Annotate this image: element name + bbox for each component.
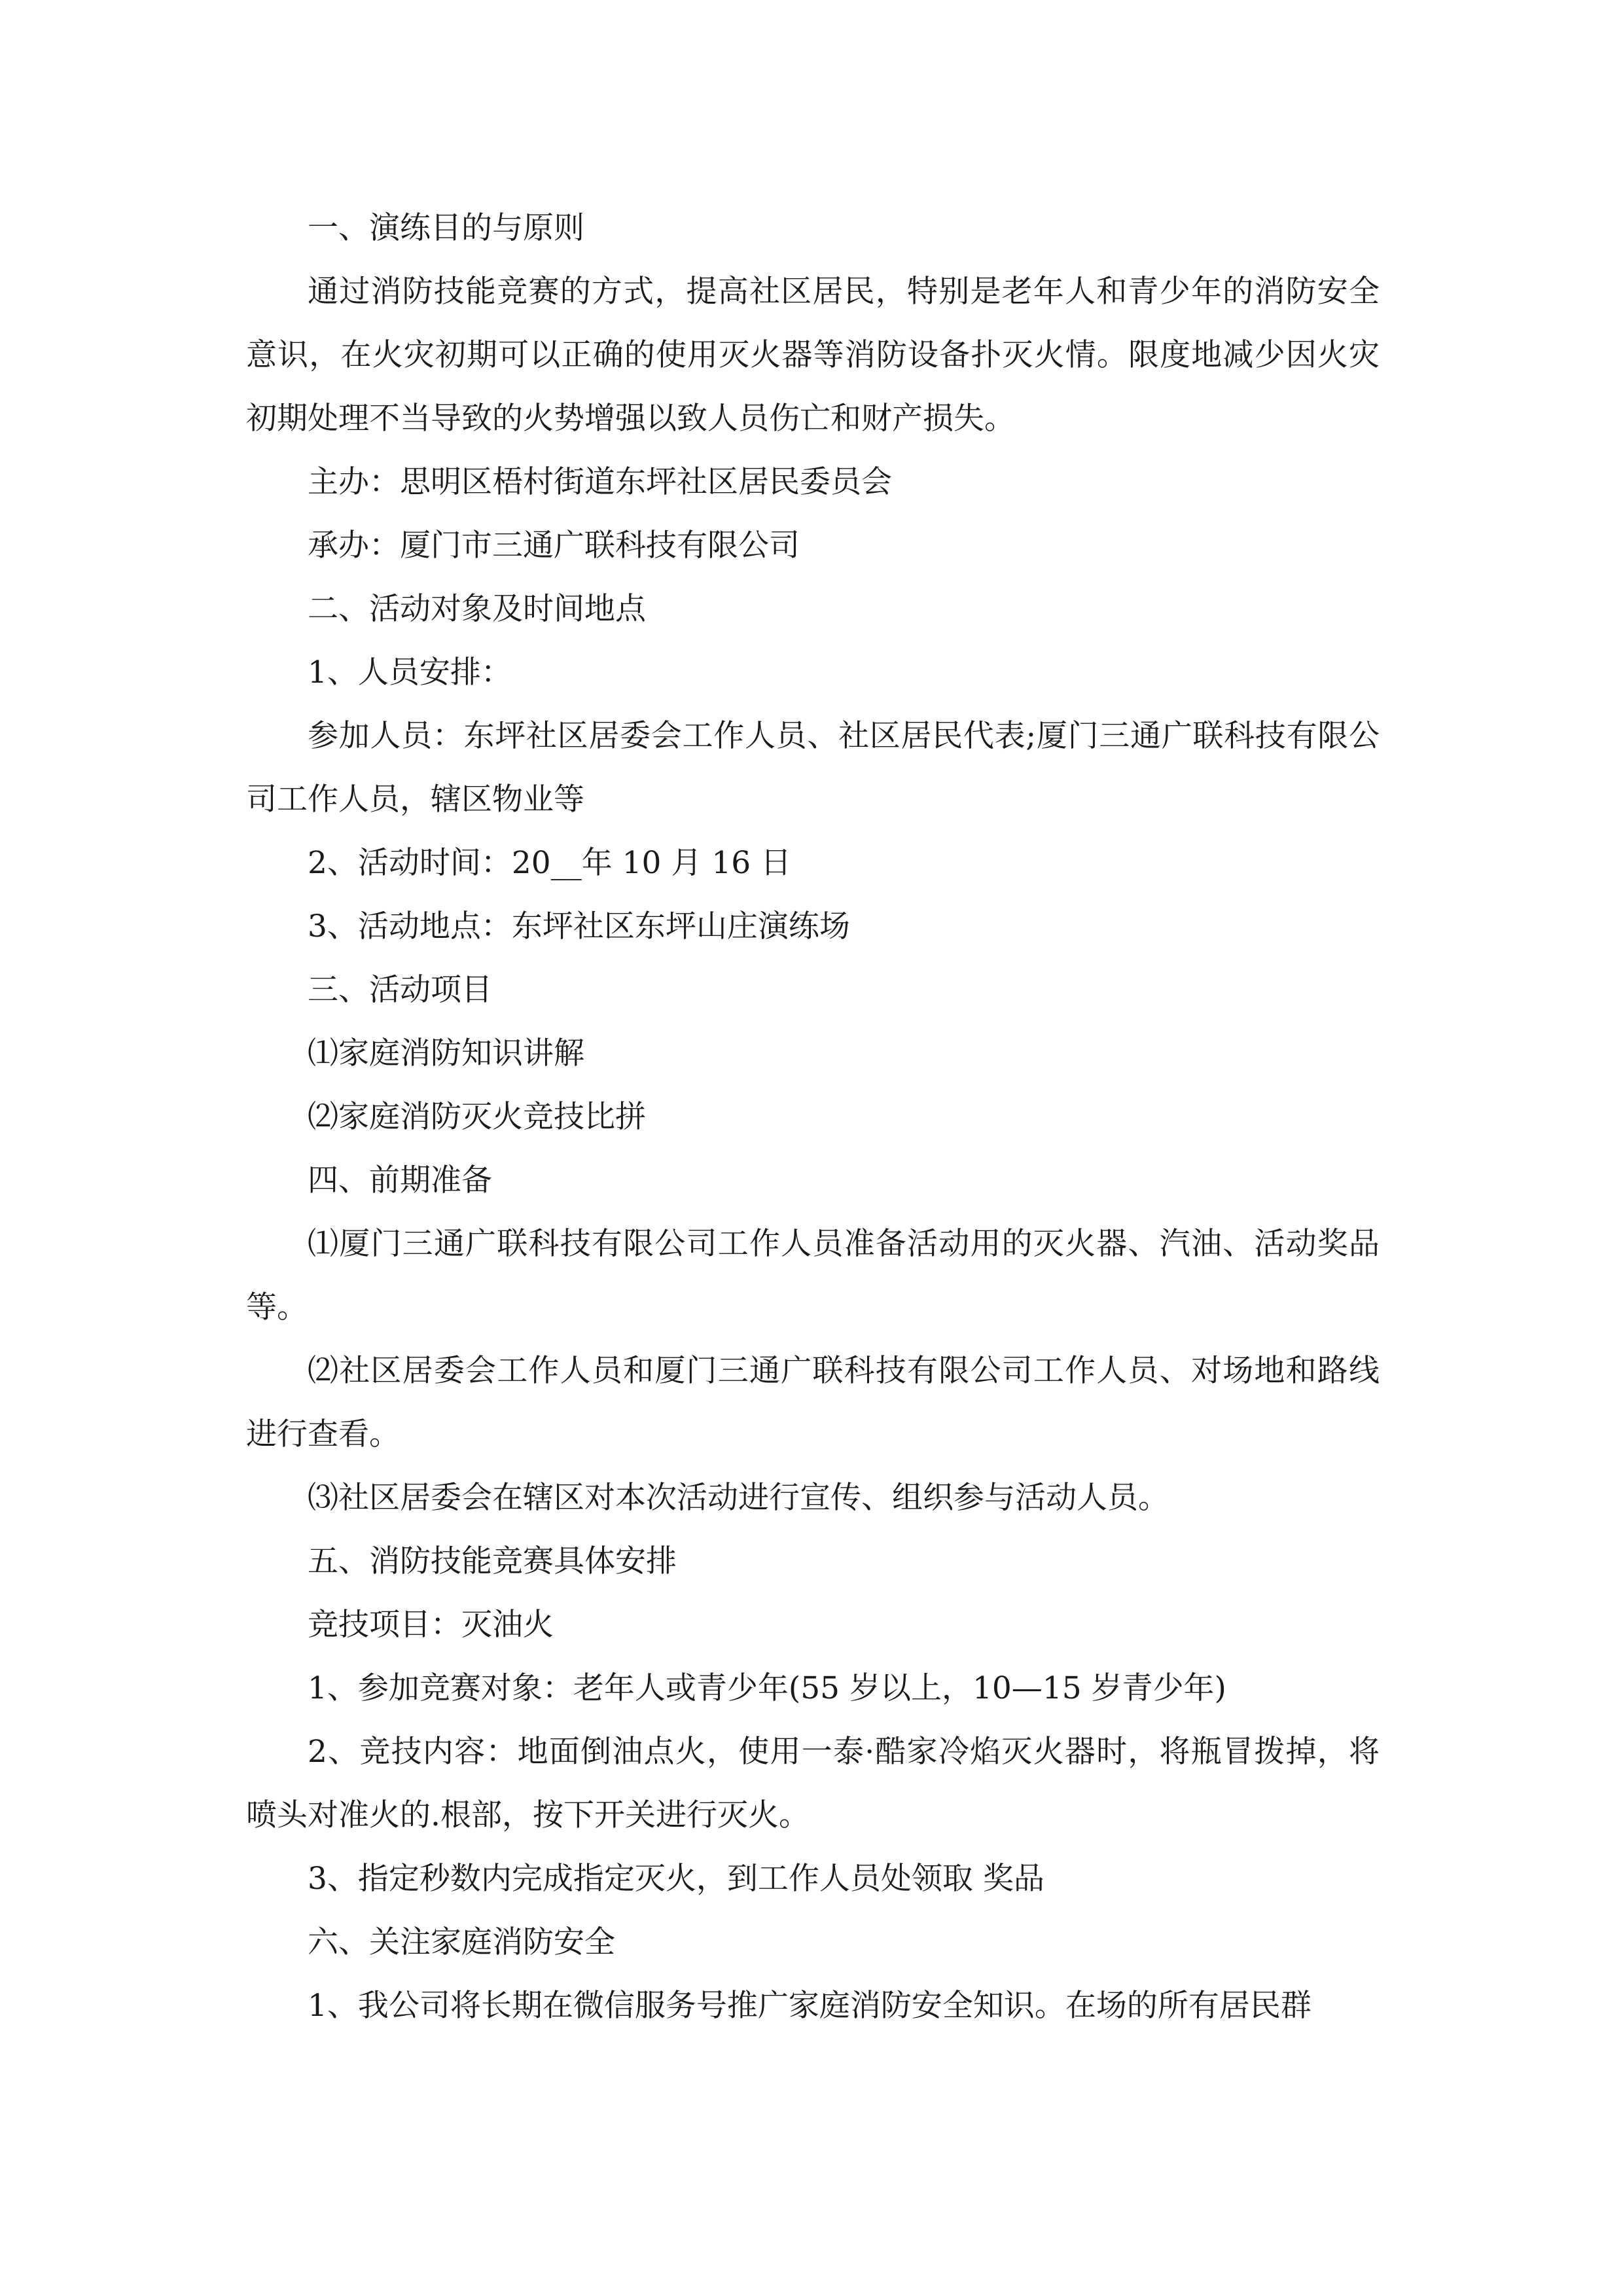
section-heading-4: 四、前期准备 [308,1162,492,1198]
safety-item-1: 1、我公司将长期在微信服务号推广家庭消防安全知识。在场的所有居民群 [308,1988,1311,2024]
co-organizer-line: 承办：厦门市三通广联科技有限公司 [308,528,800,564]
activity-location-line: 3、活动地点：东坪社区东坪山庄演练场 [308,908,850,944]
purpose-paragraph: 通过消防技能竞赛的方式，提高社区居民，特别是老年人和青少年的消防安全意识，在火灾初期可以正确的使用灭火器等消防设备扑灭火情。限度地减少因火灾初期处理不当导致的火势增强以致人员伤亡和财产损失。 [246,274,1380,437]
preparation-item-1: ⑴厦门三通广联科技有限公司工作人员准备活动用的灭火器、汽油、活动奖品等。 [246,1226,1380,1325]
preparation-item-3: ⑶社区居委会在辖区对本次活动进行宣传、组织参与活动人员。 [308,1480,1169,1516]
participants-paragraph: 参加人员：东坪社区居委会工作人员、社区居民代表;厦门三通广联科技有限公司工作人员，辖区物业等 [246,718,1380,817]
staffing-heading: 1、人员安排： [308,655,512,691]
section-heading-1: 一、演练目的与原则 [308,210,584,246]
section-heading-3: 三、活动项目 [308,972,492,1008]
competition-event-line: 竞技项目：灭油火 [308,1607,554,1643]
activity-time-line: 2、活动时间：20__年 10 月 16 日 [308,845,792,881]
competition-participants-line: 1、参加竞赛对象：老年人或青少年(55 岁以上，10—15 岁青少年) [308,1670,1226,1706]
activity-item-2: ⑵家庭消防灭火竞技比拼 [308,1099,646,1135]
section-heading-2: 二、活动对象及时间地点 [308,591,646,627]
activity-item-1: ⑴家庭消防知识讲解 [308,1035,584,1071]
organizer-line: 主办：思明区梧村街道东坪社区居民委员会 [308,464,892,500]
preparation-item-2: ⑵社区居委会工作人员和厦门三通广联科技有限公司工作人员、对场地和路线进行查看。 [246,1353,1380,1452]
competition-reward-line: 3、指定秒数内完成指定灭火，到工作人员处领取 奖品 [308,1861,1044,1897]
section-heading-5: 五、消防技能竞赛具体安排 [308,1543,677,1579]
competition-content-paragraph: 2、竞技内容：地面倒油点火，使用一泰·酷家冷焰灭火器时，将瓶冒拨掉，将喷头对准火的.根部，按下开关进行灭火。 [246,1734,1380,1833]
section-heading-6: 六、关注家庭消防安全 [308,1924,615,1960]
document-body [246,196,1380,2037]
